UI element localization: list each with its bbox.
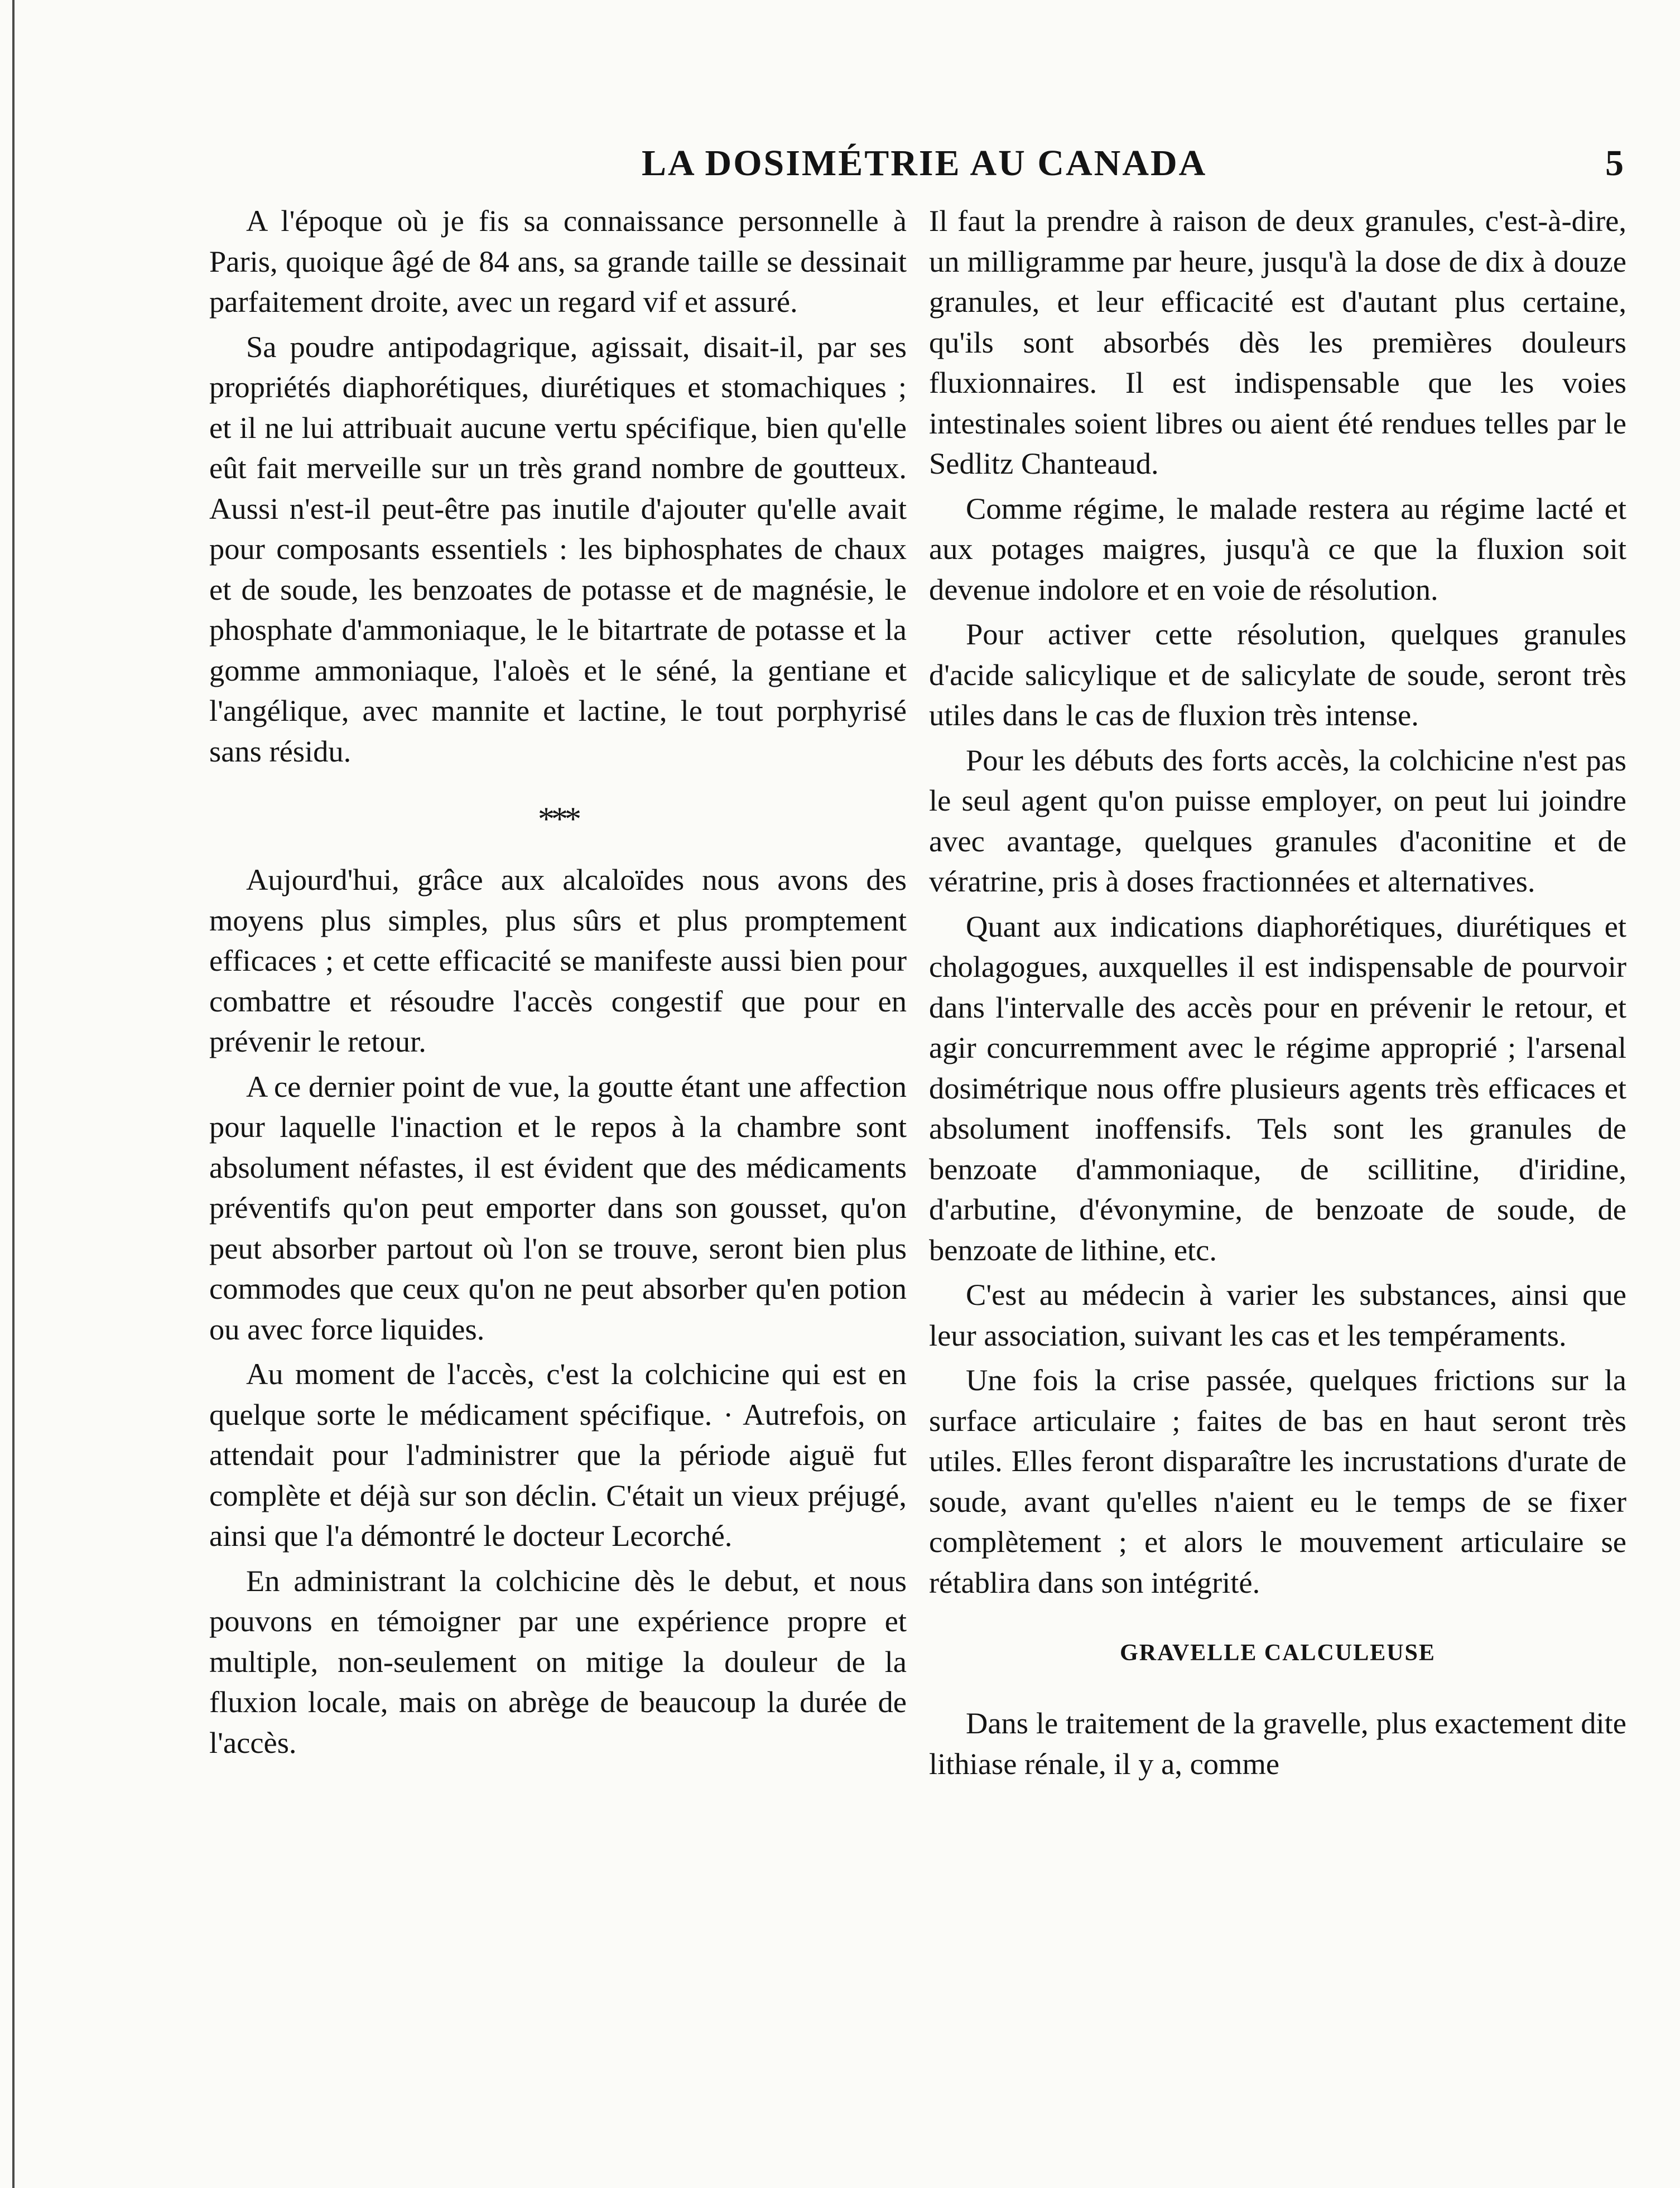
section-title: GRAVELLE CALCULEUSE [1120,1640,1436,1666]
binding-edge-line [12,0,15,2188]
paragraph: Sa poudre antipodagrique, agissait, disait-il, par ses propriétés diaphorétiques, diurétiques et stomachiques ; et il ne lui attribuait aucune vertu spécifique, bien qu'elle eût fait merveille sur un très grand nombre de goutteux. Aussi n'est-il peut-être pas inutile d'ajouter qu'elle avait pour composants essentiels : les biphosphates de chaux et de soude, les benzoates de potasse et de magnésie, le phosphate d'ammoniaque, le le bitartrate de potasse et la gomme ammoniaque, l'aloès et le séné, la gentiane et l'angélique, avec mannite et lactine, le tout porphyrisé sans résidu. [209,329,907,768]
paragraph: Pour activer cette résolution, quelques granules d'acide salicylique et de salicylate de soude, seront très utiles dans le cas de fluxion très intense. [929,617,1626,732]
paragraph: C'est au médecin à varier les substances, ainsi que leur association, suivant les cas et les tempéraments. [929,1278,1626,1352]
paragraph: Aujourd'hui, grâce aux alcaloïdes nous avons des moyens plus simples, plus sûrs et plus promptement efficaces ; et cette efficacité se manifeste aussi bien pour combattre et résoudre l'accès congestif que pour en prévenir le retour. [209,862,907,1058]
page-number: 5 [1605,143,1624,184]
paragraph: Pour les débuts des forts accès, la colchicine n'est pas le seul agent qu'on puisse employer, on peut lui joindre avec avantage, quelques granules d'aconitine et de vératrine, pris à doses fractionnées et alternatives. [929,743,1626,898]
paragraph: Quant aux indications diaphorétiques, diurétiques et cholagogues, auxquelles il est indispensable de pourvoir dans l'intervalle des accès pour en prévenir le retour, et agir concurremment avec le régime approprié ; l'arsenal dosimétrique nous offre plusieurs agents très efficaces et absolument inoffensifs. Tels sont les granules de benzoate d'ammoniaque, de scillitine, d'iridine, d'arbutine, d'évonymine, de benzoate de soude, de benzoate de lithine, etc. [929,909,1626,1267]
paragraph: A ce dernier point de vue, la goutte étant une affection pour laquelle l'inaction et le repos à la chambre sont absolument néfastes, il est évident que des médicaments préventifs qu'on peut emporter dans son gousset, qu'on peut absorber partout où l'on se trouve, seront bien plus commodes que ceux qu'on ne peut absorber qu'en potion ou avec force liquides. [209,1069,907,1346]
paragraph: Dans le traitement de la gravelle, plus exactement dite lithiase rénale, il y a, comme [929,1706,1626,1781]
asterism-separator: *** [538,801,578,837]
paragraph: Au moment de l'accès, c'est la colchicine qui est en quelque sorte le médicament spécifique. · Autrefois, on attendait pour l'administrer que la période aiguë fut complète et déjà sur son déclin. C'était un vieux préjugé, ainsi que l'a démontré le docteur Lecorché. [209,1357,907,1553]
right-column [929,201,1626,1784]
paragraph: Il faut la prendre à raison de deux granules, c'est-à-dire, un milligramme par heure, jusqu'à la dose de dix à douze granules, et leur efficacité est d'autant plus certaine, qu'ils sont absorbés dès les premières douleurs fluxionnaires. Il est indispensable que les voies intestinales soient libres ou aient été rendues telles par le Sedlitz Chanteaud. [929,204,1626,480]
paragraph: En administrant la colchicine dès le debut, et nous pouvons en témoigner par une expérience propre et multiple, non-seulement on mitige la douleur de la fluxion locale, mais on abrège de beaucoup la durée de l'accès. [209,1563,907,1760]
running-head [206,142,1624,192]
paragraph: A l'époque où je fis sa connaissance personnelle à Paris, quoique âgé de 84 ans, sa grande taille se dessinait parfaitement droite, avec un regard vif et assuré. [209,204,907,319]
paragraph: Une fois la crise passée, quelques frictions sur la surface articulaire ; faites de bas en haut seront très utiles. Elles feront disparaître les incrustations d'urate de soude, avant qu'elles n'aient eu le temps de se fixer complètement ; et alors le mouvement articulaire se rétablira dans son intégrité. [929,1363,1626,1599]
running-title: LA DOSIMÉTRIE AU CANADA [642,143,1207,184]
left-column [209,201,907,1763]
paragraph: Comme régime, le malade restera au régime lacté et aux potages maigres, jusqu'à ce que la fluxion soit devenue indolore et en voie de résolution. [929,491,1626,606]
